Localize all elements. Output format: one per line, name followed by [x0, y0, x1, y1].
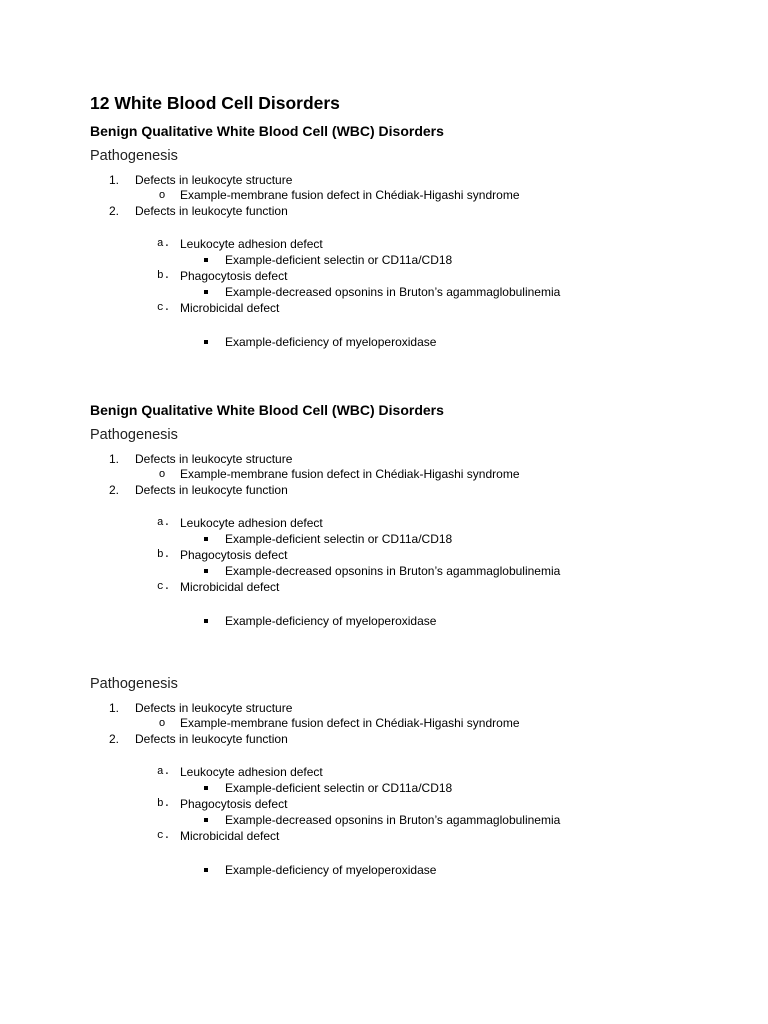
pathogenesis-heading: Pathogenesis [90, 427, 178, 443]
list-item: Phagocytosis defect [180, 797, 288, 811]
list-item: Phagocytosis defect [180, 548, 288, 562]
list-letter: a. [157, 517, 171, 529]
list-item: Defects in leukocyte structure [135, 173, 293, 187]
list-item: Defects in leukocyte structure [135, 452, 293, 466]
page-title: 12 White Blood Cell Disorders [90, 93, 340, 113]
list-item: Example-deficiency of myeloperoxidase [225, 863, 437, 877]
list-letter: b. [157, 549, 171, 561]
list-letter: b. [157, 270, 171, 282]
list-number: 2. [108, 204, 119, 218]
circle-bullet-icon: o [159, 189, 166, 201]
list-item: Example-membrane fusion defect in Chédiak-Higashi syndrome [180, 188, 520, 202]
pathogenesis-heading: Pathogenesis [90, 676, 178, 692]
square-bullet-icon [204, 818, 208, 822]
section-heading: Benign Qualitative White Blood Cell (WBC) Disorders [90, 402, 444, 418]
list-letter: a. [157, 238, 171, 250]
list-number: 1. [108, 452, 119, 466]
list-item: Microbicidal defect [180, 580, 280, 594]
pathogenesis-block [0, 675, 768, 875]
list-item: Example-decreased opsonins in Bruton’s agammaglobulinemia [225, 285, 561, 299]
list-letter: c. [157, 581, 171, 593]
list-item: Example-deficient selectin or CD11a/CD18 [225, 781, 453, 795]
list-item: Microbicidal defect [180, 301, 280, 315]
list-item: Phagocytosis defect [180, 269, 288, 283]
pathogenesis-block [0, 426, 768, 626]
list-item: Leukocyte adhesion defect [180, 237, 323, 251]
list-item: Leukocyte adhesion defect [180, 765, 323, 779]
list-number: 2. [108, 732, 119, 746]
list-item: Defects in leukocyte structure [135, 701, 293, 715]
circle-bullet-icon: o [159, 468, 166, 480]
list-item: Defects in leukocyte function [135, 483, 288, 497]
list-item: Example-decreased opsonins in Bruton’s agammaglobulinemia [225, 564, 561, 578]
circle-bullet-icon: o [159, 717, 166, 729]
list-item: Example-deficient selectin or CD11a/CD18 [225, 532, 453, 546]
list-number: 1. [108, 701, 119, 715]
pathogenesis-heading: Pathogenesis [90, 148, 178, 164]
list-item: Defects in leukocyte function [135, 732, 288, 746]
section-heading: Benign Qualitative White Blood Cell (WBC) Disorders [90, 123, 444, 139]
square-bullet-icon [204, 619, 208, 623]
list-number: 2. [108, 483, 119, 497]
list-letter: b. [157, 798, 171, 810]
list-letter: c. [157, 830, 171, 842]
square-bullet-icon [204, 786, 208, 790]
square-bullet-icon [204, 258, 208, 262]
list-item: Example-deficiency of myeloperoxidase [225, 335, 437, 349]
list-number: 1. [108, 173, 119, 187]
list-letter: c. [157, 302, 171, 314]
list-item: Example-membrane fusion defect in Chédiak-Higashi syndrome [180, 467, 520, 481]
list-item: Microbicidal defect [180, 829, 280, 843]
list-item: Example-membrane fusion defect in Chédiak-Higashi syndrome [180, 716, 520, 730]
pathogenesis-block [0, 147, 768, 347]
square-bullet-icon [204, 569, 208, 573]
list-item: Example-deficiency of myeloperoxidase [225, 614, 437, 628]
square-bullet-icon [204, 290, 208, 294]
list-item: Leukocyte adhesion defect [180, 516, 323, 530]
list-letter: a. [157, 766, 171, 778]
square-bullet-icon [204, 340, 208, 344]
list-item: Example-decreased opsonins in Bruton’s agammaglobulinemia [225, 813, 561, 827]
list-item: Defects in leukocyte function [135, 204, 288, 218]
square-bullet-icon [204, 868, 208, 872]
list-item: Example-deficient selectin or CD11a/CD18 [225, 253, 453, 267]
square-bullet-icon [204, 537, 208, 541]
